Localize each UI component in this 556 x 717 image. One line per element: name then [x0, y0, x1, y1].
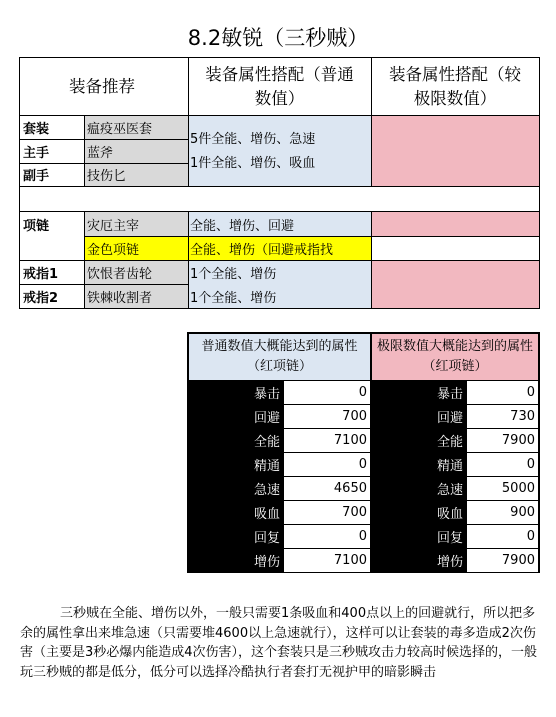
stat-label-extreme: 暴击: [371, 381, 467, 404]
stat-value-extreme: 730: [467, 405, 539, 428]
slot-necklace: 项链: [23, 218, 50, 234]
extreme-necklace-cell: [371, 212, 539, 236]
stat-value-extreme: 0: [467, 525, 539, 548]
item-gold-necklace: 金色项链: [84, 236, 188, 260]
stat-label-normal: 精通: [188, 453, 284, 476]
stat-label-extreme: 吸血: [371, 501, 467, 524]
page-title: 8.2敏锐（三秒贼）: [187, 26, 369, 50]
stat-value-normal: 7100: [284, 429, 371, 452]
header-extreme: 装备属性搭配（较极限数值）: [389, 65, 521, 108]
stat-value-normal: 7100: [284, 549, 371, 572]
attrs-gold-necklace: 全能、增伤（回避戒指找: [188, 236, 371, 260]
stat-label-normal: 回复: [188, 525, 284, 548]
stat-value-normal: 700: [284, 405, 371, 428]
set-attrs-line1: 5件全能、增伤、急速: [190, 131, 316, 147]
stat-label-extreme: 回避: [371, 405, 467, 428]
stat-value-extreme: 5000: [467, 477, 539, 500]
stat-label-normal: 全能: [188, 429, 284, 452]
stat-label-normal: 急速: [188, 477, 284, 500]
stat-value-extreme: 0: [467, 453, 539, 476]
stat-value-normal: 4650: [284, 477, 371, 500]
header-recommend: 装备推荐: [69, 77, 135, 96]
slot-ring2: 戒指2: [23, 290, 59, 306]
slot-set: 套装: [23, 122, 50, 137]
slot-ring1: 戒指1: [23, 266, 59, 282]
stat-value-extreme: 900: [467, 501, 539, 524]
stats-extreme-header: 极限数值大概能达到的属性（红项链）: [371, 333, 539, 380]
item-necklace: 灾厄主宰: [84, 212, 188, 236]
stat-label-normal: 回避: [188, 405, 284, 428]
stat-label-extreme: 全能: [371, 429, 467, 452]
stat-value-normal: 0: [284, 525, 371, 548]
stat-label-normal: 暴击: [188, 381, 284, 404]
attrs-necklace: 全能、增伤、回避: [188, 212, 371, 236]
stat-value-extreme: 7900: [467, 429, 539, 452]
set-attrs-line2: 1件全能、增伤、吸血: [190, 155, 316, 171]
item-ring2: 铁棘收割者: [84, 284, 188, 308]
item-offhand: 技伤匕: [84, 163, 188, 186]
stat-label-extreme: 急速: [371, 477, 467, 500]
stat-value-normal: 0: [284, 381, 371, 404]
attrs-ring1: 1个全能、增伤: [188, 260, 371, 284]
stat-value-extreme: 7900: [467, 549, 539, 572]
stats-normal-header: 普通数值大概能达到的属性（红项链）: [188, 333, 371, 380]
stat-label-extreme: 增伤: [371, 549, 467, 572]
slot-mainhand: 主手: [23, 145, 50, 161]
stat-label-normal: 增伤: [188, 549, 284, 572]
attrs-ring2: 1个全能、增伤: [188, 284, 371, 308]
stat-label-extreme: 回复: [371, 525, 467, 548]
stat-value-extreme: 0: [467, 381, 539, 404]
slot-offhand: 副手: [23, 169, 50, 184]
item-mainhand: 蓝斧: [84, 139, 188, 163]
header-normal: 装备属性搭配（普通数值）: [205, 65, 354, 108]
stat-value-normal: 0: [284, 453, 371, 476]
item-ring1: 饮恨者齿轮: [84, 260, 188, 284]
stat-value-normal: 700: [284, 501, 371, 524]
extreme-ring-cell: [371, 260, 539, 308]
explanation-paragraph: 三秒贼在全能、增伤以外，一般只需要1条吸血和400点以上的回避就行，所以把多余的属性拿出来堆急速（只需要堆4600以上急速就行），这样可以让套装的毒多造成2次伤害（主要是3秒必爆内能造成4次伤害），这个套装只是三秒贼攻击力较高时候选择的，一般玩三秒贼的都是低分，低分可以选择冷酷执行者套打无视护甲的暗影瞬击: [20, 606, 538, 680]
stat-label-normal: 吸血: [188, 501, 284, 524]
extreme-set-cell: [371, 116, 539, 186]
item-set: 瘟疫巫医套: [84, 116, 188, 139]
stat-label-extreme: 精通: [371, 453, 467, 476]
